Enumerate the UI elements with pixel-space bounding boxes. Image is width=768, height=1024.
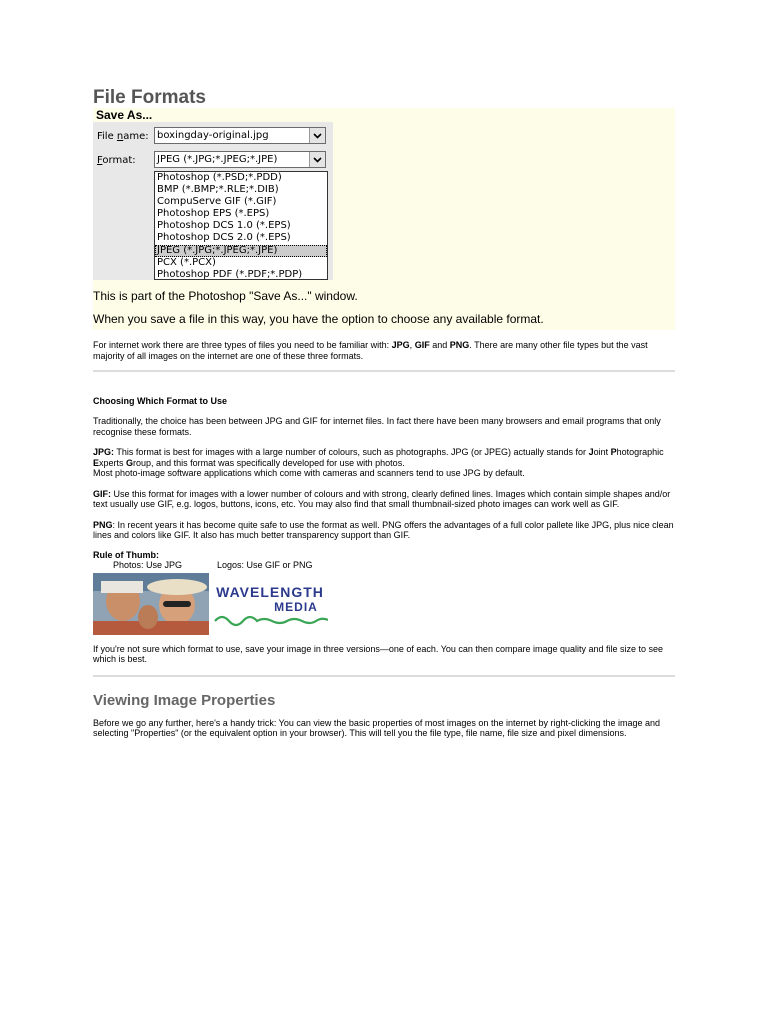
format-value: JPEG (*.JPG;*.JPEG;*.JPE): [157, 154, 278, 165]
viewing-paragraph: Before we go any further, here's a handy trick: You can view the basic properties of most images on the internet by right-clicking the image and selecting "Properties" (or the equivalent option in your browser). This will tell you the file type, file name, file size and pixel dimensions.: [93, 717, 661, 738]
viewing-heading: Viewing Image Properties: [93, 691, 276, 709]
thumbnail-captions: [93, 560, 675, 571]
filename-label: [97, 131, 149, 142]
rule-of-thumb-label: Rule of Thumb:: [93, 549, 159, 560]
format-options-list: [154, 171, 328, 280]
format-option[interactable]: PCX (*.PCX): [157, 256, 216, 268]
intro-text: For internet work there are three types of files you need to be familiar with:: [93, 340, 392, 350]
logo-wave-shape: [215, 617, 328, 625]
format-dropdown-button[interactable]: [309, 152, 325, 167]
wavelength-media-logo: [212, 573, 328, 635]
callout-heading: Save As...: [96, 108, 153, 122]
format-name-png: PNG: [449, 340, 470, 350]
filename-label-part: File: [97, 131, 117, 142]
jpg-paragraph: [93, 447, 675, 479]
format-label-part: ormat:: [102, 155, 136, 166]
intro-text: ,: [409, 340, 415, 350]
format-option[interactable]: Photoshop (*.PSD;*.PDD): [157, 172, 282, 183]
photo-people-image: [93, 573, 209, 635]
traditional-paragraph: Traditionally, the choice has been between JPG and GIF for internet files. In fact there have been many browsers and email programs that only recognise these formats.: [93, 416, 661, 437]
versions-paragraph: If you're not sure which format to use, save your image in three versions—one of each. You can then compare image quality and file size to see which is best.: [93, 643, 664, 664]
format-option[interactable]: Photoshop EPS (*.EPS): [157, 208, 270, 220]
chevron-down-icon: [313, 157, 322, 163]
example-photo: [93, 573, 209, 635]
format-option[interactable]: Photoshop PDF (*.PDF;*.PDP): [157, 268, 303, 280]
example-thumbnails: [93, 573, 675, 635]
logo-text-line2: MEDIA: [274, 599, 318, 614]
jpg-text: roup, and this format was specifically developed for use with photos.: [133, 457, 405, 468]
format-label: [97, 155, 136, 166]
callout-paragraph: This is part of the Photoshop "Save As..." window.: [93, 289, 358, 303]
logos-caption: Logos: Use GIF or PNG: [217, 560, 313, 570]
jpg-text: hotographic: [616, 447, 664, 457]
intro-text: . There are many other file types but the vast majority of all images on the internet are one of these three formats.: [93, 340, 648, 361]
filename-dropdown-button[interactable]: [309, 128, 325, 143]
intro-text: and: [429, 340, 450, 350]
example-logo: [212, 573, 328, 635]
filename-field[interactable]: [154, 127, 326, 144]
section-divider: [93, 370, 675, 372]
format-option[interactable]: CompuServe GIF (*.GIF): [157, 196, 277, 208]
page-content: [93, 88, 675, 739]
format-option[interactable]: Photoshop DCS 1.0 (*.EPS): [157, 220, 291, 232]
acronym-letter: P: [610, 447, 617, 457]
filename-label-hotkey: n: [116, 131, 124, 142]
format-name-gif: GIF: [414, 340, 430, 350]
png-label: PNG: [93, 519, 113, 530]
filename-value: boxingday-original.jpg: [157, 130, 269, 141]
png-paragraph: [93, 520, 675, 541]
rule-of-thumb-heading: [93, 550, 675, 561]
choosing-heading: Choosing Which Format to Use: [93, 396, 227, 406]
page-title: File Formats: [93, 87, 206, 108]
format-option-selected[interactable]: JPEG (*.JPG;*.JPEG;*.JPE): [155, 245, 327, 257]
gif-paragraph: [93, 489, 675, 510]
jpg-label: JPG:: [93, 447, 115, 457]
save-as-callout: [93, 108, 675, 330]
format-option[interactable]: Photoshop DCS 2.0 (*.EPS): [157, 232, 291, 244]
format-option[interactable]: BMP (*.BMP;*.RLE;*.DIB): [157, 184, 279, 196]
filename-label-part: ame:: [123, 131, 149, 142]
callout-paragraph: When you save a file in this way, you have the option to choose any available format.: [93, 312, 544, 326]
jpg-text: Most photo-image software applications which come with cameras and scanners tend to use JPG by default.: [93, 468, 525, 478]
jpg-text: xperts: [99, 457, 127, 468]
save-as-dialog: [93, 122, 333, 280]
gif-text: Use this format for images with a lower number of colours and with strong, clearly defined lines. Images which contain simple shapes and/or text usually use GIF, e.g. logos, buttons, icons, etc. You may also find that small thumbnail-sized photo images can work well as GIF.: [93, 488, 671, 509]
gif-label: GIF:: [93, 488, 111, 499]
acronym-letter: G: [126, 457, 134, 468]
jpg-text: oint: [593, 447, 611, 457]
photos-caption: Photos: Use JPG: [113, 560, 183, 570]
intro-paragraph: [93, 340, 675, 361]
acronym-letter: J: [588, 447, 594, 457]
png-text: : In recent years it has become quite safe to use the format as well. PNG offers the advantages of a full color pallete like JPG, plus nice clean lines and colors like GIF. It also has much better transparency support than GIF.: [93, 519, 674, 540]
jpg-text: This format is best for images with a large number of colours, such as photographs. JPG (or JPEG) actually stands for: [114, 447, 589, 457]
acronym-letter: E: [93, 457, 100, 468]
format-label-hotkey: F: [97, 155, 103, 166]
format-select[interactable]: [154, 151, 326, 168]
chevron-down-icon: [313, 133, 322, 139]
section-divider: [93, 675, 675, 677]
logo-text-line1: WAVELENGTH: [216, 583, 324, 600]
format-name-jpg: JPG: [391, 340, 410, 350]
